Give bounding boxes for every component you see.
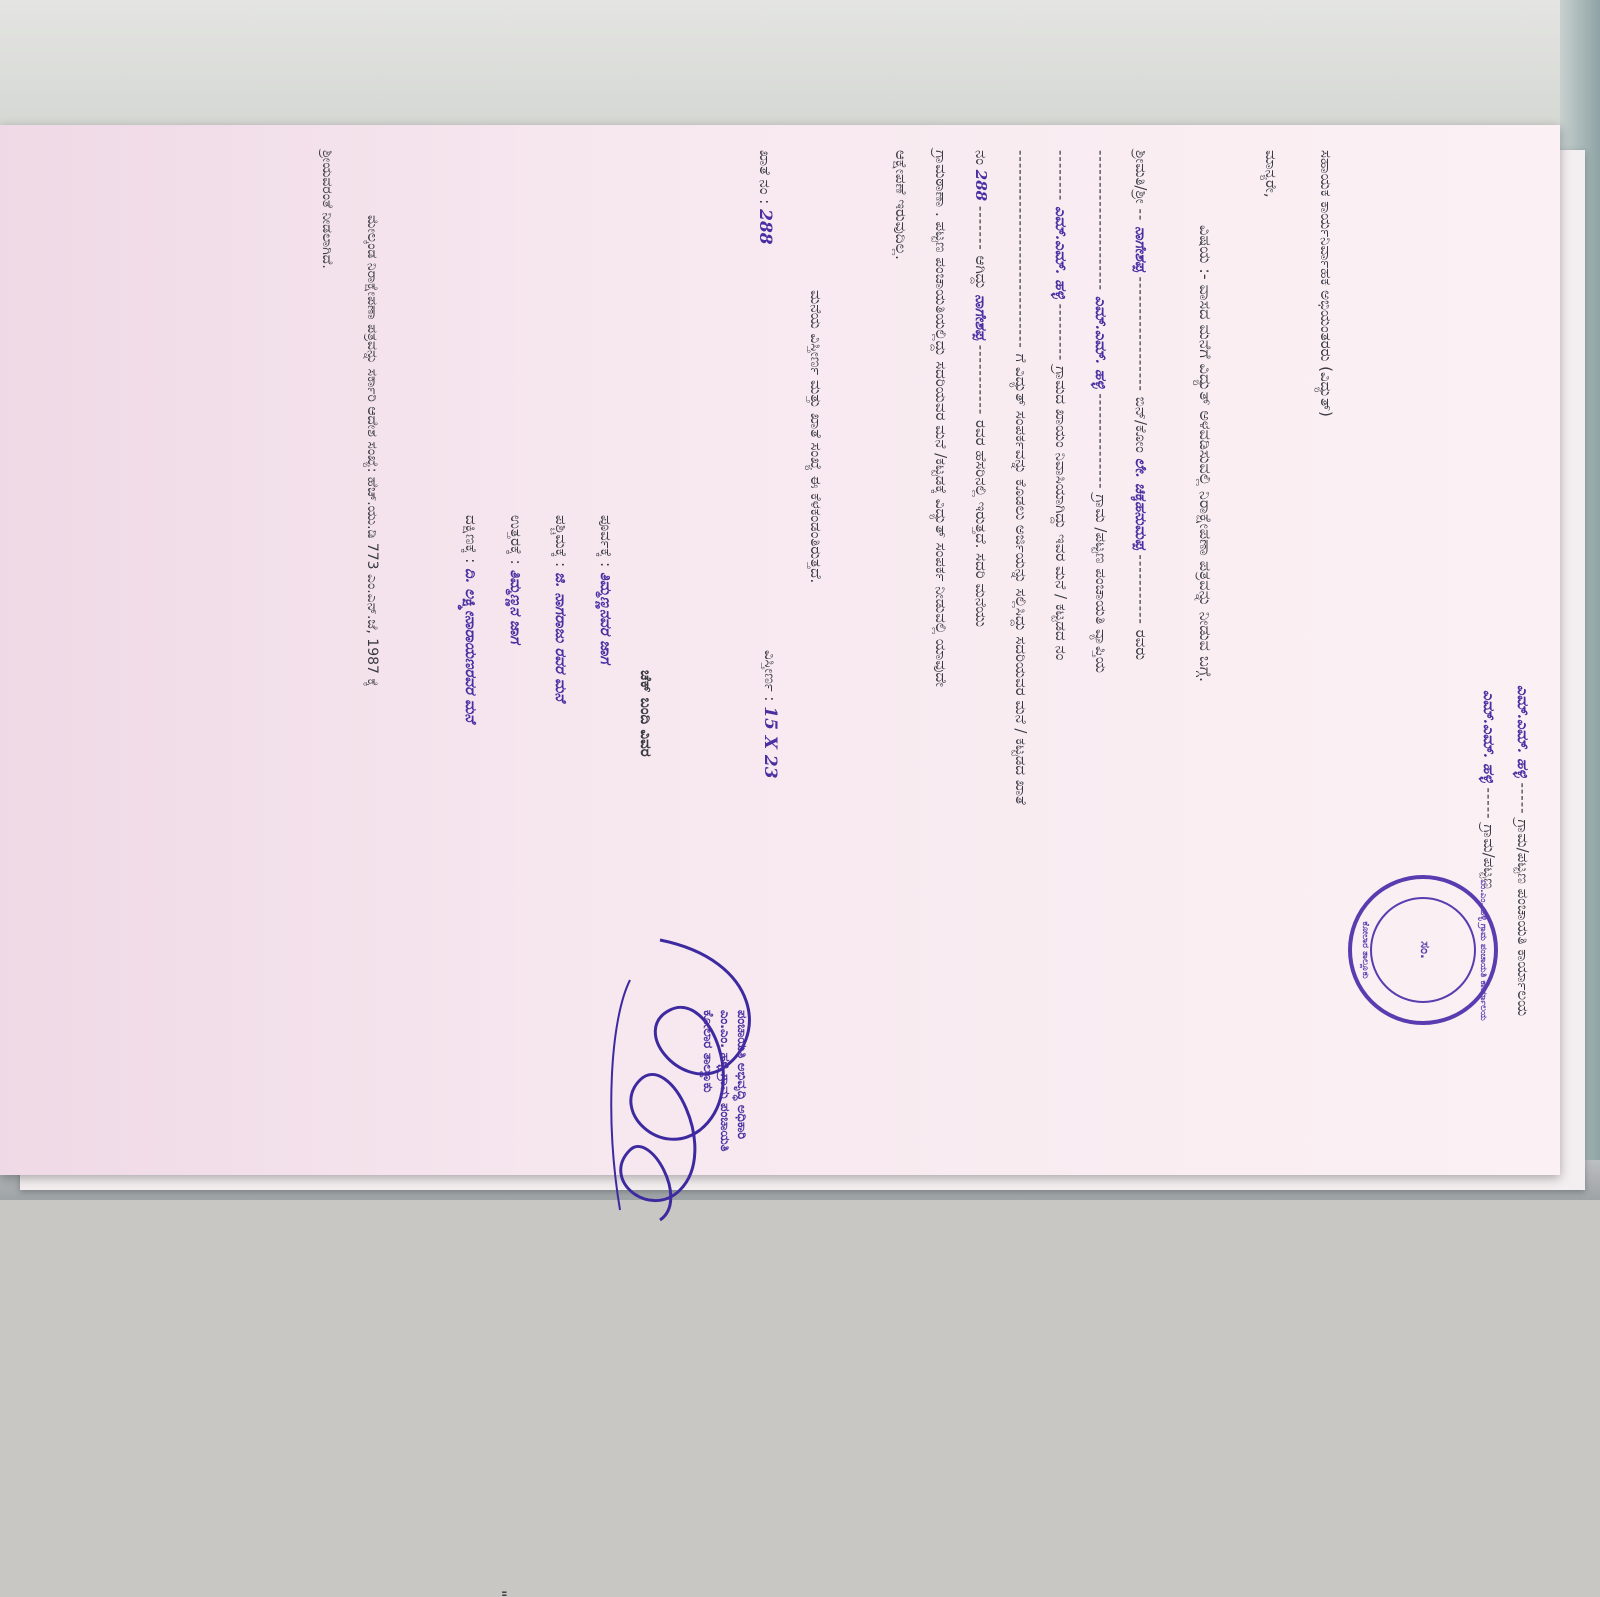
body-text-3: ಗ್ರಾಮದ ಖಾಯಂ ನಿವಾಸಿಯಾಗಿದ್ದು ಇವರ ಮನೆ / ಕಟ್ಟಡದ ನಂ — [1052, 366, 1070, 661]
east-value: ತಿಮ್ಮಣ್ಣನವರ ಜಾಗ — [597, 571, 615, 664]
area-value: 15 X 23 — [760, 706, 780, 779]
seal-number: ಸಂ. — [1417, 941, 1432, 959]
body-text-2: ಗ್ರಾಮ /ಪಟ್ಟಣ ಪಂಚಾಯತಿ ವ್ಯಾಪ್ತಿಯ — [1092, 494, 1110, 673]
body-line-1: ಶ್ರೀಮತಿ/ಶ್ರೀ -- ನಾಗೇಶಪ್ಪ ------------------ ಬಿನ್/ಕೋಂ ಲೇ. ಚಿಕ್ಕಹನುಮಪ್ಪ ----------- ರವರು — [1132, 150, 1150, 661]
north-value: ತಿಮ್ಮಣ್ಣನ ಜಾಗ — [507, 569, 525, 644]
boundary-south — [462, 515, 480, 722]
subject: ವಿಷಯ :- ವಾಸದ ಮನೆಗೆ ವಿದ್ಯುತ್ ಅಳವಡಿಸುವಲ್ಲಿ ನಿರಾಕ್ಷೇಪಣಾ ಪತ್ರವನ್ನು ನೀಡುವ ಬಗ್ಗೆ. — [1196, 225, 1215, 683]
body-text-5: ರವರ ಹೆಸರಿನಲ್ಲಿ ಇರುತ್ತದೆ. ಸದರಿ ಮನೆಯು — [972, 420, 990, 628]
document-page — [0, 125, 1560, 1597]
signature-scribble — [580, 920, 780, 1240]
east-label: ಪೂರ್ವಕ್ಕೆ : — [597, 515, 615, 568]
body-line-2: ---------------------- ಎಮ್.ಎಮ್. ಹಳ್ಳಿ --------------- ಗ್ರಾಮ /ಪಟ್ಟಣ ಪಂಚಾಯತಿ ವ್ಯಾಪ್ತಿಯ — [1092, 150, 1110, 673]
north-label: ಉತ್ತರಕ್ಕೆ : — [507, 515, 525, 565]
footer-line-2: ಶ್ರೀಯವರಂತೆ ನೀಡಲಾಗಿದೆ. — [319, 150, 335, 269]
village-name-1: ಎಮ್.ಎಮ್. ಹಳ್ಳಿ — [1092, 295, 1110, 389]
body-relation: ಬಿನ್/ಕೋಂ — [1132, 396, 1150, 453]
header-suffix-1: ಗ್ರಾಮ/ಪಟ್ಟಣ ಪಂಚಾಯತಿ ಕಾರ್ಯಾಲಯ — [1514, 819, 1532, 1017]
boundary-west — [552, 515, 570, 701]
body-line-4: ------------------------------- ಗೆ ವಿದ್ಯುತ್ ಸಂಪರ್ಕವನ್ನು ಕೊಡಲು ಅರ್ಜಿಯನ್ನು ಸಲ್ಲಿಸಿದ್ದು ಸದರಿಯವರ ಮನೆ / ಕಟ್ಟಡದ ಖಾತೆ — [1012, 150, 1030, 805]
signature-caption-1: ಪಂಚಾಯತಿ ಅಭಿವೃದ್ಧಿ ಅಧಿಕಾರಿ — [734, 1010, 749, 1140]
body-suffix: ರವರು — [1132, 629, 1150, 661]
village-name-2: ಎಮ್.ಎಮ್. ಹಳ್ಳಿ — [1052, 206, 1070, 299]
header-village-1: ಎಮ್.ಎಮ್. ಹಳ್ಳಿ — [1514, 685, 1532, 778]
measurement-title: ಮನೆಯ ವಿಸ್ತೀರ್ಣ ಮತ್ತು ಖಾತೆ ಸಂಖ್ಯೆ ಈ ಕೆಳಕಂಡಂತಿರುತ್ತದೆ. — [807, 290, 825, 584]
south-label: ದಕ್ಷಿಣಕ್ಕೆ : — [462, 515, 480, 564]
body-text-4: ಗೆ ವಿದ್ಯುತ್ ಸಂಪರ್ಕವನ್ನು ಕೊಡಲು ಅರ್ಜಿಯನ್ನು ಸಲ್ಲಿಸಿದ್ದು ಸದರಿಯವರ ಮನೆ / ಕಟ್ಟಡದ ಖಾತೆ — [1012, 353, 1030, 805]
south-value: ದಿ. ಲಕ್ಷ್ಮೀನಾರಾಯಣರವರ ಮನೆ — [462, 568, 480, 723]
father-name: ಲೇ. ಚಿಕ್ಕಹನುಮಪ್ಪ — [1132, 457, 1150, 550]
boundary-north — [507, 515, 525, 644]
body-line-5: ನಂ 288 ------- ಆಗಿದ್ದು ನಾಗೇಶಪ್ಪ ----------- ರವರ ಹೆಸರಿನಲ್ಲಿ ಇರುತ್ತದೆ. ಸದರಿ ಮನೆಯು — [972, 150, 990, 628]
body-line-6: ಗ್ರಾಮಠಾಣಾ . ಪಟ್ಟಣ ಪಂಚಾಯತಿಯಲ್ಲಿದ್ದು ಸದರಿಯವರ ಮನೆ /ಕಟ್ಟಡಕ್ಕೆ ವಿದ್ಯುತ್ ಸಂಪರ್ಕ ನೀಡುವಲ್ಲಿ ಯಾವುದೇ — [932, 150, 950, 688]
khata-value: 288 — [755, 209, 775, 245]
property-number: 288 — [972, 169, 990, 202]
area-label: ವಿಸ್ತೀರ್ಣ : — [761, 650, 779, 702]
boundary-title: ಚೆಕ್ ಬಂದಿ ವಿವರ — [637, 670, 655, 757]
document-content — [10, 130, 1550, 1597]
official-seal — [1348, 875, 1498, 1025]
khata-label: ಖಾತೆ ನಂ : — [756, 150, 774, 205]
salutation: ಮಾನ್ಯರೇ, — [1262, 150, 1280, 198]
applicant-name: ನಾಗೇಶಪ್ಪ — [1132, 226, 1150, 272]
owner-name: ನಾಗೇಶಪ್ಪ — [972, 294, 990, 340]
seal-bottom-text: ಕೋಲಾರ ತಾಲ್ಲೂಕು — [1360, 921, 1370, 979]
body-prefix: ಶ್ರೀಮತಿ/ಶ್ರೀ — [1132, 150, 1150, 204]
seal-outer-text: ಎಂ.ಎಂ. ಹಳ್ಳಿ ಗ್ರಾಮ ಪಂಚಾಯತಿ ಕಾರ್ಯಾಲಯ — [1478, 879, 1488, 1021]
header-line-2: ಎಮ್.ಎಮ್. ಹಳ್ಳಿ ----- ಗ್ರಾಮ/ಪಟ್ಟಣ — [1480, 690, 1498, 889]
margin-mark: " — [491, 1590, 510, 1597]
boundary-east — [597, 515, 615, 664]
footer-line-1: ಮೇಲ್ಕಂಡ ನಿರಾಕ್ಷೇಪಣಾ ಪತ್ರವನ್ನು ಸರ್ಕಾರಿ ಆದೇಶ ಸಂಖ್ಯೆ: ಹೆಚ್.ಯು.ಡಿ 773 ಎಂ.ಎನ್.ಜೆ, 1987 ಕ್ಕೆ — [364, 215, 380, 687]
signature-caption-3: ಕೋಲಾರ ತಾಲ್ಲೂಕು — [700, 1010, 715, 1093]
body-line-7: ಆಕ್ಷೇಪಣೆ ಇರುವುದಿಲ್ಲ. — [892, 150, 910, 260]
body-mid-5: ಆಗಿದ್ದು — [972, 255, 990, 290]
body-line-3: -------- ಎಮ್.ಎಮ್. ಹಳ್ಳಿ --------- ಗ್ರಾಮದ ಖಾಯಂ ನಿವಾಸಿಯಾಗಿದ್ದು ಇವರ ಮನೆ / ಕಟ್ಟಡದ ನಂ — [1052, 150, 1070, 661]
signature-caption — [699, 1010, 750, 1152]
west-value: ಜಿ. ನಾಗರಾಜು ರವರ ಮನೆ — [552, 571, 570, 702]
header-suffix-2: ಗ್ರಾಮ/ಪಟ್ಟಣ — [1480, 824, 1498, 889]
area-row — [760, 650, 780, 779]
header-line-1: ಎಮ್.ಎಮ್. ಹಳ್ಳಿ ----- ಗ್ರಾಮ/ಪಟ್ಟಣ ಪಂಚಾಯತಿ ಕಾರ್ಯಾಲಯ — [1514, 685, 1532, 1017]
signature-caption-2: ಎಂ.ಎಂ. ಹಳ್ಳಿ ಗ್ರಾಮ ಪಂಚಾಯತಿ — [717, 1010, 732, 1152]
khata-row — [755, 150, 775, 245]
west-label: ಪಶ್ಚಿಮಕ್ಕೆ : — [552, 515, 570, 568]
header-village-2: ಎಮ್.ಎಮ್. ಹಳ್ಳಿ — [1480, 690, 1498, 783]
addressee: ಸಹಾಯಕ ಕಾರ್ಯನಿರ್ವಾಹಕ ಅಭಿಯಂತರರು (ವಿದ್ಯುತ್) — [1317, 150, 1335, 417]
